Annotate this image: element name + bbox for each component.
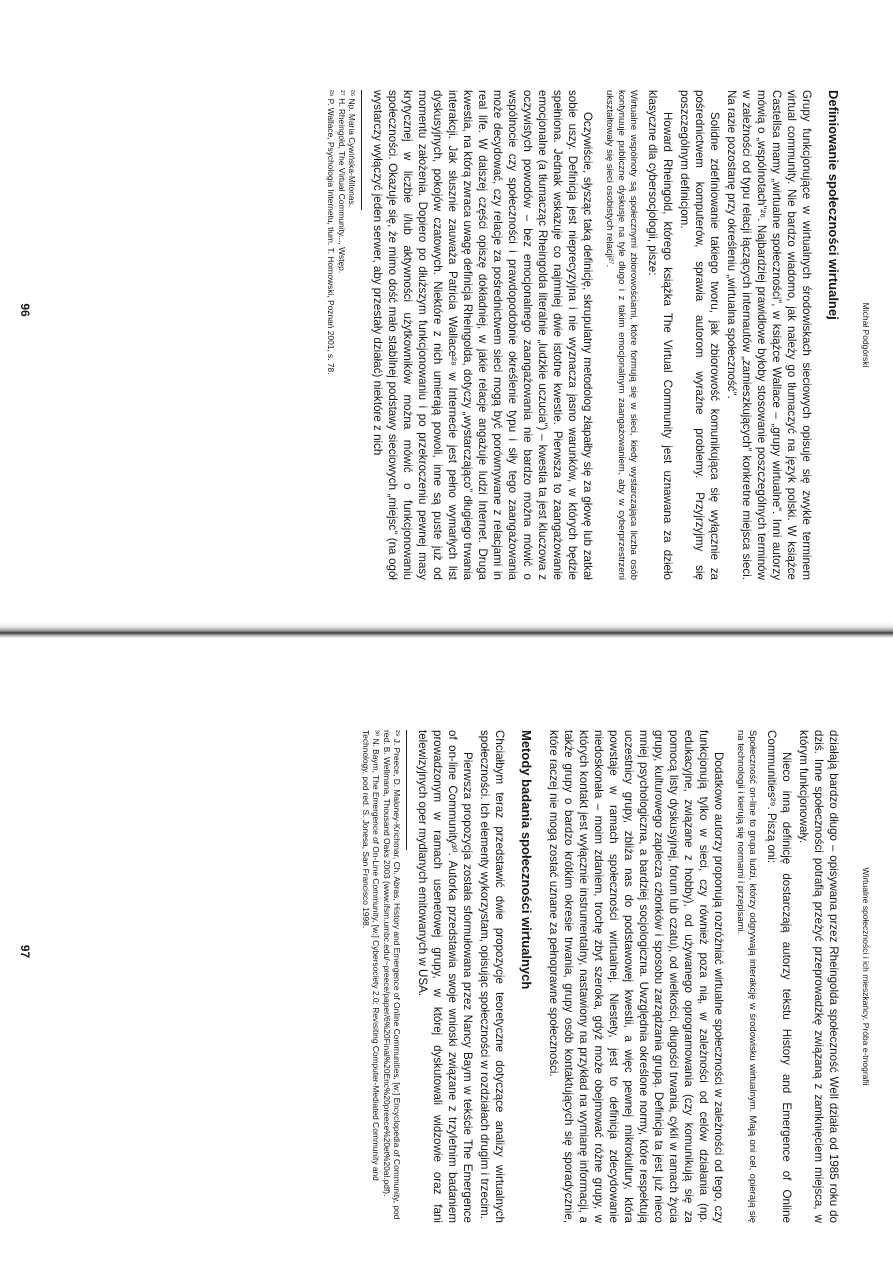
paragraph: Solidne zdefiniowanie takiego tworu, jak zbiorowość komunikująca się wyłącznie za pośrednictwem komputerów, sprawia autorom wyraźne problemy. Przyjrzyjmy się poszczególnym definicjom. <box>678 90 721 580</box>
paragraph: Howard Rheingold, którego książka The Virtual Community jest uznawana za dzieło klasyczne dla cybersocjologii, pisze: <box>646 90 674 580</box>
paragraph: Grupy funkcjonujące w wirtualnych środowiskach sieciowych opisuje się zwykle terminem virtual community. Nie bardzo wiadomo, jak należy go tłumaczyć na język polski. W książce Castellsa mamy „wirtualne społeczności”, w książce Wallace – „grupy wirtualne”. Inni autorzy mówią o „wspólnotach”²⁶. Najbardziej prawidłowe byłoby stosowanie poszczególnych terminów w zależności od typu relacji łączących internautów „zamieszkujących” konkretne miejsca sieci. Na razie pozostanę przy określeniu „wirtualna społeczność”. <box>725 90 813 580</box>
book-fold <box>0 622 893 638</box>
paragraph: Chciałbym teraz przedstawić dwie propozycje teoretyczne dotyczące analizy wirtualnych społeczności. Ich elementy wykorzystam, opisując społeczności w rozdziałach drugim i trzecim. <box>478 730 506 1223</box>
page-96 <box>0 0 893 620</box>
footnote-rule <box>361 90 362 210</box>
footnote-rule <box>406 730 407 850</box>
footnote: ²⁹ J. Preece, D. Maloney-Krichmar, Ch. Abras, History and Emergence of Online Communities, [w:] Encyclopedia of Community, pod red. B. Wellmana, Thousand Oaks 2003 (www.ifsm.umbc.edu/~preece/paper/6%20Final%20Enc%20preece%20et%20al.pdf). <box>381 730 402 1220</box>
block-quote: Społeczność on-line to grupa ludzi, którzy odgrywają interakcję w środowisku wirtualnym. Mają oni cel, opierają się na technologii i kierują się normami i przepisami. <box>735 730 758 1223</box>
paragraph: Nieco inną definicję dostarczają autorzy tekstu History and Emergence of Online Communities²⁹. Piszą oni: <box>765 730 793 1223</box>
footnote: ²⁷ H. Rheingold, The Virtual Community..., Wstęp. <box>336 90 347 274</box>
footnotes <box>360 730 407 1223</box>
block-quote: Wirtualne wspólnoty są społecznymi zbiorowościami, które formują się w sieci, kiedy wystarczająca liczba osób kontynuuje publiczne dyskusje na tyle długo i z takim emocjonalnym zaangażowaniem, aby w cyberprzestrzeni ukształtowały się sieci osobistych relacji²⁷. <box>604 90 639 580</box>
page-number: 96 <box>18 303 32 317</box>
section-heading: Definiowanie społeczności wirtualnej <box>826 90 841 320</box>
footnote: ²⁸ P. Wallace, Psychologia Internetu, tłum. T. Hornowski, Poznań 2001, s. 78. <box>326 90 337 375</box>
running-head: Wirtualne społeczności i ich mieszkańcy. Próba e-tnografii <box>861 867 871 1086</box>
paragraph: Dodatkowo autorzy proponują rozróżniać wirtualne społeczności w zależności od tego, czy funkcjonują tylko w sieci, czy również poza nią, w zależności od celów działania (np. edukacyjne, związane z hobby), od używanego oprogramowania (czy komunikują się za pomocą listy dyskusyjnej, forum lub czatu), od wielkości, długości trwania, cykli w ramach życia grupy, kulturowego zaplecza członków i sposobu zarządzania grupą. Definicja ta jest już nieco mniej psychologiczna, a bardziej socjologiczna. Uwzględnia określone normy, które respektują uczestnicy grupy, zbliża nas do podstawowej kwestii, a więc pewnej mikrokultury, która powstaje w ramach społeczności wirtualnej. Niestety, jest to definicja zdecydowanie niedoskonała – moim zdaniem, trochę zbyt szeroka, gdyż może obejmować różne grupy, w których kontakt jest wyłącznie instrumentalny, nastawiony na przykład na wymianę informacji, a także grupy o bardzo krótkim okresie trwania, grupy osób kontaktujących się sporadycznie, które raczej nie mogą zostać uznane za pełnoprawne społeczności. <box>547 730 725 1223</box>
paragraph: działają bardzo długo – opisywana przez Rheingolda społeczność Well działa od 1985 roku do dziś. Inne społeczności potrafią przeżyć przeprowadzkę związaną z zamknięciem miejsca, w którym funkcjonowały. <box>797 730 840 1223</box>
paragraph: Pierwsza propozycja została sformułowana przez Nancy Baym w tekście The Emergence of on-line Community³⁰. Autorka przedstawia swoje wnioski związane z trzyletnim badaniem prowadzonym w ramach usenetowej grupy, w której dyskutowali widzowie oraz fani telewizyjnych oper mydlanych emitowanych w USA. <box>416 730 474 1223</box>
page-number: 97 <box>18 944 32 959</box>
footnote: ²⁶ Np. Maria Cywińska-Milonas. <box>347 90 357 208</box>
footnotes <box>326 90 362 580</box>
paragraph: Oczywiście, słysząc taką definicję, skrupulatny metodolog złapałby się za głowę lub zatkał sobie uszy. Definicja jest nieprecyzyjna i nie wyznacza jasno warunków, w których będzie spełniona. Jednak wskazuje co najmniej dwie istotne kwestie. Pierwsza to zaangażowanie emocjonalne (a tłumacząc Rheingolda literalnie „ludzkie uczucia”) – kwestia ta jest kluczowa z oczywistych powodów – bez emocjonalnego zaangażowania nie bardzo można mówić o wspólnocie czy społeczności i prawdopodobnie określenie typu i siły tego zaangażowania może decydować, czy relacje za pośrednictwem sieci mogą być porównywane z relacjami in real life. W dalszej części opiszę dokładniej, w jakie relacje angażuje ludzi Internet. Druga kwestia, na którą zwraca uwagę definicja Rheingolda, dotyczy „wystarczająco” długiego trwania interakcji. Jak słusznie zauważa Patricia Wallace²⁸ w Internecie jest pełno wymarłych list dyskusyjnych, pokojów czatowych. Niektóre z nich umierają powoli, inne są puste już od momentu założenia. Dopiero po dłuższym funkcjonowaniu i po przekroczeniu pewnej masy krytycznej w liczbie i/lub aktywności użytkowników można mówić o funkcjonowaniu społeczności. Okazuje się, że mimo dość mało stabilnej podstawy sieciowych „miejsc” (na ogół wystarczy wyłączyć jeden serwer, aby przestały działać) niektóre z nich <box>371 90 594 580</box>
footnote: ³⁰ N. Baym, The Emergence of On-Line Community, [w:] Cybersociety 2.0: Revisiting Computer-Mediated Community and Technology, pod red. S. Jonesa, San Francisco 1998. <box>360 730 382 1181</box>
page-97 <box>0 640 893 1263</box>
running-head: Michał Podgórski <box>861 302 871 368</box>
section-heading: Metody badania społeczności wirtualnych <box>519 730 534 990</box>
